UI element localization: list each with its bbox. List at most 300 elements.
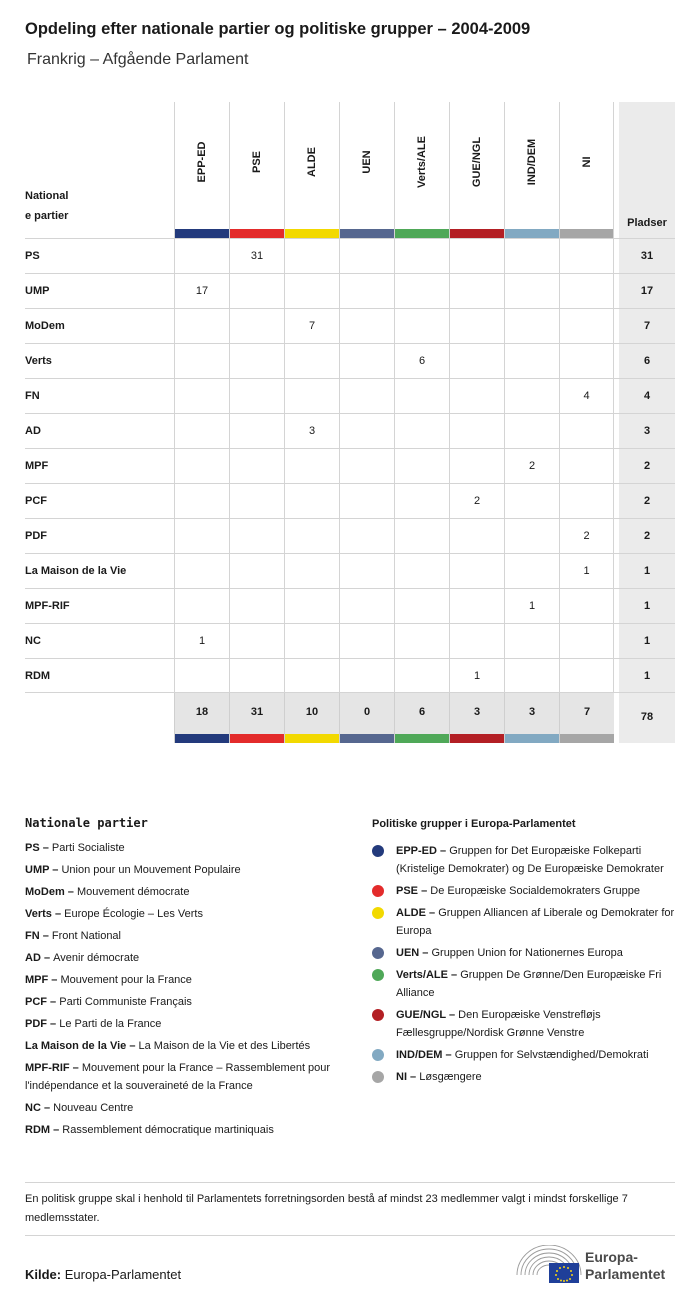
group-abbr: PSE: [251, 150, 263, 174]
european-parliament-logo: [515, 1245, 680, 1285]
separator: –: [418, 885, 431, 897]
separator: –: [49, 864, 62, 876]
group-column-header: [559, 102, 614, 238]
party-name: PS: [25, 250, 40, 262]
group-color-dot-icon: [372, 1009, 384, 1021]
group-legend-item: [372, 1006, 677, 1042]
group-total: [339, 693, 394, 743]
seat-cell: [174, 239, 229, 273]
table-row: [25, 378, 675, 413]
group-total: [284, 693, 339, 743]
seat-cell: [394, 519, 449, 553]
row-total: 6: [619, 344, 675, 378]
seat-cell: 1: [559, 554, 614, 588]
separator: –: [69, 1062, 82, 1074]
party-legend-abbr: RDM: [25, 1124, 51, 1136]
group-color-bar: [560, 734, 614, 743]
group-total-value: 3: [473, 706, 481, 718]
group-color-bar: [285, 229, 339, 238]
group-color-bar: [505, 734, 559, 743]
seat-cell: [174, 344, 229, 378]
national-parties-legend: [25, 816, 365, 1143]
group-color-dot-icon: [372, 947, 384, 959]
logo-wordmark: [585, 1249, 665, 1283]
group-total: [504, 693, 559, 743]
seat-cell: [174, 309, 229, 343]
group-color-bar: [560, 229, 613, 238]
seat-cell: [284, 344, 339, 378]
seat-cell: [394, 449, 449, 483]
seat-cell: [339, 449, 394, 483]
party-name: MoDem: [25, 320, 65, 332]
seat-cell: [174, 589, 229, 623]
table-row: [25, 518, 675, 553]
seat-cell: [229, 344, 284, 378]
seat-cell: [339, 344, 394, 378]
group-column-header: [504, 102, 559, 238]
group-total-value: 6: [418, 706, 426, 718]
party-legend-name: Parti Socialiste: [51, 842, 125, 854]
seat-cell: [174, 379, 229, 413]
seat-cell: [559, 344, 614, 378]
seat-cell: [449, 519, 504, 553]
group-color-bar: [340, 229, 394, 238]
group-legend-name: Løsgængere: [419, 1071, 482, 1083]
seat-cell: [559, 309, 614, 343]
seat-cell: [394, 659, 449, 693]
seat-cell: 17: [174, 274, 229, 308]
group-color-bar: [395, 229, 449, 238]
table-row: [25, 308, 675, 343]
seat-cell: 31: [229, 239, 284, 273]
group-color-bar: [230, 229, 284, 238]
seat-cell: [559, 484, 614, 518]
group-legend-abbr: EPP-ED: [396, 845, 437, 857]
seat-cell: [394, 624, 449, 658]
seat-cell: [504, 309, 559, 343]
seat-cell: [504, 344, 559, 378]
seat-cell: [284, 379, 339, 413]
seat-cell: 4: [559, 379, 614, 413]
table-row: [25, 483, 675, 518]
row-total: 2: [619, 449, 675, 483]
seat-cell: [504, 274, 559, 308]
seat-cell: [559, 274, 614, 308]
seat-cell: [284, 589, 339, 623]
separator: –: [442, 1049, 455, 1061]
group-total-value: 10: [305, 706, 319, 718]
party-legend-name: Parti Communiste Français: [59, 996, 192, 1008]
party-name: MPF-RIF: [25, 600, 70, 612]
row-total: 4: [619, 379, 675, 413]
grand-total: 78: [619, 693, 675, 743]
separator: –: [126, 1040, 139, 1052]
group-column-header: [174, 102, 229, 238]
group-color-dot-icon: [372, 1071, 384, 1083]
table-row: [25, 448, 675, 483]
seat-cell: [284, 274, 339, 308]
seat-cell: [504, 484, 559, 518]
seat-cell: [394, 309, 449, 343]
party-name: UMP: [25, 285, 50, 297]
seats-table: [25, 102, 675, 743]
group-total: [449, 693, 504, 743]
separator: –: [445, 1009, 459, 1021]
party-legend-item: [25, 1121, 365, 1139]
divider: [25, 1235, 675, 1236]
seat-cell: [449, 239, 504, 273]
seat-cell: [284, 239, 339, 273]
political-groups-legend: [372, 818, 677, 1090]
seat-cell: [229, 309, 284, 343]
separator: –: [51, 908, 65, 920]
group-legend-abbr: ALDE: [396, 907, 426, 919]
seat-cell: [174, 659, 229, 693]
party-legend-name: Avenir démocrate: [53, 952, 140, 964]
seat-cell: [394, 379, 449, 413]
group-total: [394, 693, 449, 743]
party-legend-name: Nouveau Centre: [53, 1102, 134, 1114]
party-name: NC: [25, 635, 41, 647]
seat-cell: [174, 484, 229, 518]
group-abbr: NI: [580, 156, 593, 168]
group-column-header: [229, 102, 284, 238]
national-parties-header: [25, 186, 85, 226]
table-row: [25, 413, 675, 448]
group-legend-abbr: PSE: [396, 885, 419, 897]
seat-cell: 1: [504, 589, 559, 623]
seat-cell: [339, 519, 394, 553]
seat-cell: [504, 414, 559, 448]
party-name: MPF: [25, 460, 49, 472]
table-header: [25, 102, 675, 238]
seat-cell: 6: [394, 344, 449, 378]
seat-cell: [229, 274, 284, 308]
national-parties-header-text: National e partier: [25, 190, 69, 222]
source-value: Europa-Parlamentet: [64, 1267, 182, 1282]
seat-cell: [394, 239, 449, 273]
seat-cell: [394, 414, 449, 448]
page-subtitle: Frankrig – Afgående Parlament: [27, 51, 249, 68]
seat-cell: [174, 449, 229, 483]
seat-cell: 1: [449, 659, 504, 693]
seat-cell: [229, 554, 284, 588]
row-total: 17: [619, 274, 675, 308]
group-color-dot-icon: [372, 1049, 384, 1061]
row-total: 1: [619, 624, 675, 658]
party-legend-abbr: FN: [25, 930, 40, 942]
party-legend-abbr: AD: [25, 952, 41, 964]
party-legend-abbr: NC: [25, 1102, 41, 1114]
group-abbr: ALDE: [306, 147, 318, 177]
group-color-bar: [285, 734, 339, 743]
seat-cell: [229, 589, 284, 623]
separator: –: [419, 947, 432, 959]
seat-cell: [339, 484, 394, 518]
seat-cell: [284, 519, 339, 553]
seat-cell: [284, 449, 339, 483]
party-legend-abbr: UMP: [25, 864, 50, 876]
seat-cell: [339, 379, 394, 413]
seat-cell: [284, 554, 339, 588]
seat-cell: [339, 554, 394, 588]
row-total: 1: [619, 589, 675, 623]
table-row: [25, 588, 675, 623]
seat-cell: [229, 659, 284, 693]
seat-cell: [394, 554, 449, 588]
seat-cell: [339, 624, 394, 658]
separator: –: [47, 996, 60, 1008]
seat-cell: [449, 344, 504, 378]
group-color-dot-icon: [372, 907, 384, 919]
seat-cell: [394, 274, 449, 308]
seat-cell: [229, 414, 284, 448]
seat-cell: 2: [559, 519, 614, 553]
seat-cell: [229, 624, 284, 658]
separator: –: [39, 842, 52, 854]
group-color-dot-icon: [372, 885, 384, 897]
totals-row: [25, 692, 675, 743]
party-legend-abbr: La Maison de la Vie: [25, 1040, 127, 1052]
seat-cell: [229, 449, 284, 483]
table-row: [25, 343, 675, 378]
seat-cell: [559, 239, 614, 273]
table-row: [25, 623, 675, 658]
group-legend-item: [372, 842, 677, 878]
group-color-bar: [175, 734, 229, 743]
group-legend-name: Gruppen Alliancen af Liberale og Demokrater for Europa: [396, 907, 675, 937]
group-total-value: 7: [583, 706, 591, 718]
party-legend-item: [25, 861, 365, 879]
seat-cell: [559, 659, 614, 693]
group-total-value: 31: [250, 706, 264, 718]
seat-cell: [339, 274, 394, 308]
group-legend-abbr: NI: [396, 1071, 407, 1083]
logo-line-2: Parlamentet: [585, 1266, 666, 1282]
party-legend-name: Union pour un Mouvement Populaire: [61, 864, 241, 876]
party-legend-name: La Maison de la Vie et des Libertés: [138, 1040, 311, 1052]
group-legend-item: [372, 1068, 677, 1086]
group-column-header: [449, 102, 504, 238]
group-abbr: GUE/NGL: [471, 136, 483, 188]
seat-cell: [339, 659, 394, 693]
seat-cell: 2: [449, 484, 504, 518]
group-total: [559, 693, 614, 743]
logo-line-1: Europa-: [585, 1249, 638, 1265]
party-name: PDF: [25, 530, 47, 542]
separator: –: [47, 1018, 60, 1030]
row-total: 31: [619, 239, 675, 273]
party-legend-abbr: Verts: [25, 908, 52, 920]
footnote: En politisk gruppe skal i henhold til Parlamentets forretningsorden bestå af mindst 23 medlemmer valgt i mindst forskellige 7 medlemsstater.: [25, 1193, 628, 1224]
group-color-bar: [340, 734, 394, 743]
party-legend-abbr: MPF: [25, 974, 49, 986]
party-legend-abbr: PCF: [25, 996, 47, 1008]
seat-cell: [284, 659, 339, 693]
seat-cell: [559, 624, 614, 658]
parliament-hemicycle-icon: [515, 1245, 583, 1285]
party-legend-abbr: MoDem: [25, 886, 65, 898]
party-legend-name: Mouvement pour la France – Rassemblement pour l'indépendance et la souveraineté de la France: [25, 1062, 331, 1092]
seats-header: [619, 102, 675, 238]
group-total: [174, 693, 229, 743]
table-row: [25, 238, 675, 273]
row-total: 1: [619, 554, 675, 588]
seat-cell: [174, 519, 229, 553]
seats-header-label: Pladser: [627, 217, 667, 229]
party-legend-item: [25, 905, 365, 923]
seat-cell: [394, 589, 449, 623]
group-color-bar: [450, 734, 504, 743]
group-abbr: Verts/ALE: [416, 136, 428, 188]
party-legend-item: [25, 839, 365, 857]
group-color-bar: [175, 229, 229, 238]
group-column-header: [394, 102, 449, 238]
group-abbr: IND/DEM: [526, 138, 538, 186]
group-column-header: [339, 102, 394, 238]
seat-cell: [449, 624, 504, 658]
seat-cell: [339, 239, 394, 273]
seat-cell: [339, 414, 394, 448]
group-legend-name: Gruppen De Grønne/Den Europæiske Fri Alliance: [396, 969, 662, 999]
seat-cell: [449, 414, 504, 448]
seat-cell: [339, 589, 394, 623]
group-color-bar: [450, 229, 504, 238]
party-legend-item: [25, 1099, 365, 1117]
group-legend-item: [372, 1046, 677, 1064]
group-color-bar: [395, 734, 449, 743]
seat-cell: [284, 624, 339, 658]
separator: –: [407, 1071, 420, 1083]
separator: –: [50, 1124, 63, 1136]
group-legend-name: Gruppen for Selvstændighed/Demokrati: [454, 1049, 649, 1061]
group-total-value: 3: [528, 706, 536, 718]
party-legend-item: [25, 971, 365, 989]
party-name: RDM: [25, 670, 51, 682]
group-legend-item: [372, 904, 677, 940]
party-legend-item: [25, 993, 365, 1011]
seat-cell: [449, 274, 504, 308]
seat-cell: [174, 554, 229, 588]
seat-cell: [284, 484, 339, 518]
group-color-dot-icon: [372, 969, 384, 981]
table-row: [25, 553, 675, 588]
party-legend-name: Mouvement démocrate: [76, 886, 190, 898]
party-legend-name: Rassemblement démocratique martiniquais: [62, 1124, 274, 1136]
row-total: 3: [619, 414, 675, 448]
group-abbr: UEN: [361, 150, 373, 174]
group-legend-item: [372, 944, 677, 962]
seat-cell: [504, 239, 559, 273]
group-legend-name: De Europæiske Socialdemokraters Gruppe: [430, 885, 640, 897]
party-name: La Maison de la Vie: [25, 565, 127, 577]
seat-cell: [559, 589, 614, 623]
seat-cell: [229, 379, 284, 413]
group-legend-abbr: IND/DEM: [396, 1049, 443, 1061]
separator: –: [425, 907, 439, 919]
political-groups-list: [372, 842, 677, 1086]
political-groups-legend-title: Politiske grupper i Europa-Parlamentet: [372, 818, 576, 830]
row-total: 1: [619, 659, 675, 693]
party-name: PCF: [25, 495, 47, 507]
seat-cell: 7: [284, 309, 339, 343]
separator: –: [40, 952, 54, 964]
separator: –: [39, 930, 52, 942]
group-total: [229, 693, 284, 743]
seat-cell: [174, 414, 229, 448]
national-parties-list: [25, 839, 365, 1139]
seat-cell: [394, 484, 449, 518]
group-total-value: 18: [195, 706, 209, 718]
party-legend-name: Front National: [51, 930, 121, 942]
seat-cell: [449, 589, 504, 623]
group-legend-name: Gruppen Union for Nationernes Europa: [431, 947, 623, 959]
page-title: Opdeling efter nationale partier og politiske grupper – 2004-2009: [25, 20, 531, 38]
seat-cell: [559, 414, 614, 448]
divider: [25, 1182, 675, 1183]
national-parties-legend-title: Nationale partier: [25, 816, 148, 830]
group-color-bar: [230, 734, 284, 743]
group-legend-abbr: Verts/ALE: [396, 969, 448, 981]
group-legend-abbr: UEN: [396, 947, 420, 959]
seat-cell: [449, 449, 504, 483]
seat-cell: [339, 309, 394, 343]
seat-cell: [504, 624, 559, 658]
seat-cell: 2: [504, 449, 559, 483]
party-legend-item: [25, 949, 365, 967]
group-legend-name: Den Europæiske Venstrefløjs Fællesgruppe/Nordisk Grønne Venstre: [396, 1009, 601, 1039]
group-column-header: [284, 102, 339, 238]
party-legend-item: [25, 1037, 365, 1055]
seat-cell: [229, 484, 284, 518]
seat-cell: [229, 519, 284, 553]
separator: –: [48, 974, 61, 986]
row-total: 2: [619, 519, 675, 553]
party-name: Verts: [25, 355, 52, 367]
party-legend-abbr: PDF: [25, 1018, 47, 1030]
seat-cell: 3: [284, 414, 339, 448]
separator: –: [40, 1102, 54, 1114]
separator: –: [436, 845, 450, 857]
group-legend-abbr: GUE/NGL: [396, 1009, 446, 1021]
party-legend-abbr: PS: [25, 842, 40, 854]
seat-cell: [504, 379, 559, 413]
separator: –: [64, 886, 77, 898]
seat-cell: [504, 554, 559, 588]
party-legend-item: [25, 883, 365, 901]
group-color-dot-icon: [372, 845, 384, 857]
group-legend-item: [372, 882, 677, 900]
group-abbr: EPP-ED: [196, 141, 208, 183]
party-name: FN: [25, 390, 40, 402]
group-legend-name: Gruppen for Det Europæiske Folkeparti (Kristelige Demokrater) og De Europæiske Demokrater: [396, 845, 664, 875]
seat-cell: [449, 379, 504, 413]
table-body: [25, 238, 675, 693]
party-legend-abbr: MPF-RIF: [25, 1062, 70, 1074]
group-legend-item: [372, 966, 677, 1002]
group-total-value: 0: [363, 706, 371, 718]
seat-cell: [504, 519, 559, 553]
party-legend-item: [25, 1059, 365, 1095]
row-total: 2: [619, 484, 675, 518]
party-legend-name: Mouvement pour la France: [60, 974, 192, 986]
row-total: 7: [619, 309, 675, 343]
table-row: [25, 273, 675, 308]
source-line: [25, 1267, 181, 1282]
seat-cell: 1: [174, 624, 229, 658]
party-legend-item: [25, 1015, 365, 1033]
party-legend-name: Le Parti de la France: [59, 1018, 162, 1030]
